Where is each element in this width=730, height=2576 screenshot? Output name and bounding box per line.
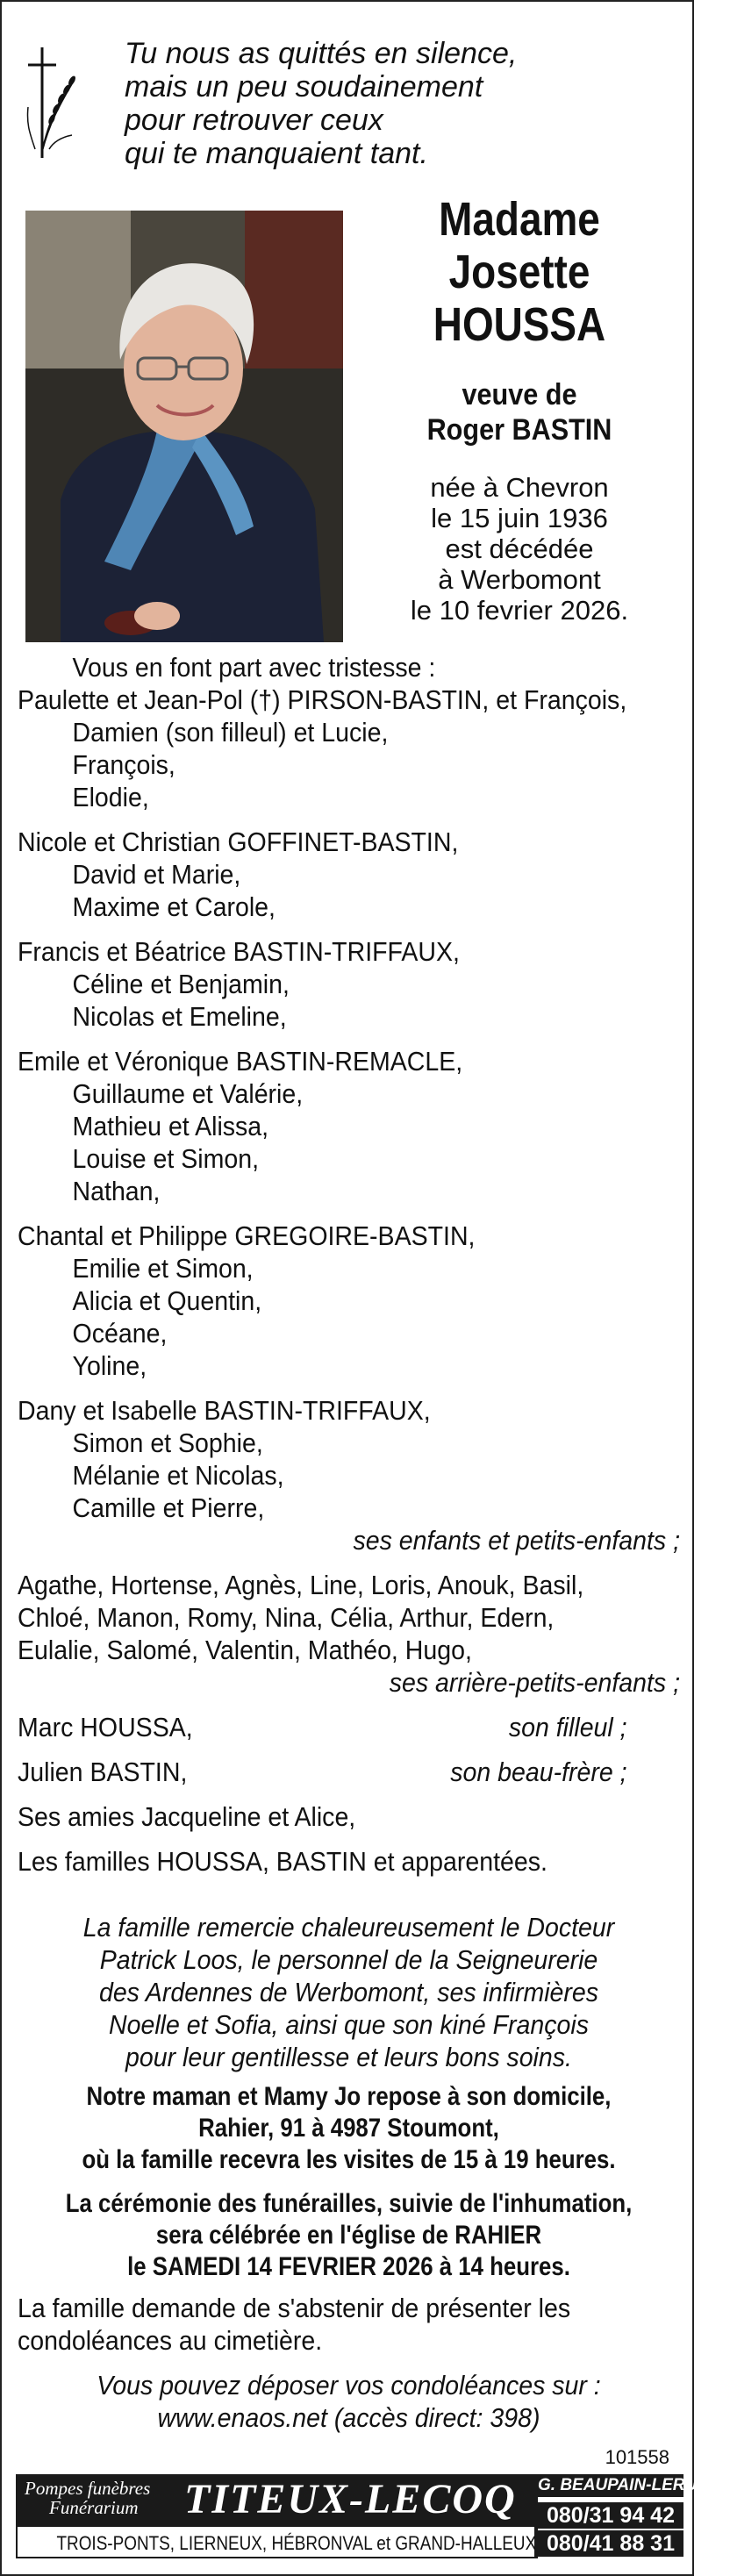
cross-with-wheat-icon [23, 46, 84, 160]
birth-line: le 15 juin 1936 [431, 503, 608, 533]
visitation-line: où la famille recevra les visites de 15 à 19 heures. [82, 2145, 616, 2174]
funeral-line: sera célébrée en l'église de RAHIER [155, 2221, 542, 2250]
family-child: Camille et Pierre, [72, 1492, 265, 1523]
family-child: Louise et Simon, [72, 1143, 260, 1174]
funerarium-label: Funérarium [49, 2497, 139, 2518]
thanks-line: La famille remercie chaleureusement le Docteur [82, 1912, 615, 1943]
online-condolences [18, 2369, 680, 2434]
family-child: Céline et Benjamin, [72, 969, 290, 999]
phone-number[interactable]: 080/41 88 31 [538, 2530, 683, 2557]
relative-role: son filleul ; [508, 1712, 627, 1742]
family-child: Océane, [72, 1318, 168, 1349]
funeral-notice [18, 2188, 680, 2283]
visitation-notice [18, 2081, 680, 2176]
family-parent: Nicole et Christian GOFFINET-BASTIN, [18, 826, 459, 857]
condolences-line: condoléances au cimetière. [18, 2325, 323, 2356]
family-child: Simon et Sophie, [72, 1428, 263, 1458]
epitaph-line: pour retrouver ceux [125, 104, 383, 137]
portrait-photo [25, 211, 343, 642]
thanks-line: des Ardennes de Werbomont, ses infirmières [98, 1977, 599, 2007]
family-child: Nicolas et Emeline, [72, 1001, 287, 1032]
family-child: Mélanie et Nicolas, [72, 1460, 284, 1491]
great-grandchildren-note: ses arrière-petits-enfants ; [389, 1667, 680, 1698]
family-parent: Paulette et Jean-Pol (†) PIRSON-BASTIN, et François, [18, 684, 627, 715]
thanks-line: Patrick Loos, le personnel de la Seigneurerie [99, 1944, 598, 1975]
relative-name: Julien BASTIN, [18, 1757, 188, 1787]
phone-number[interactable]: 080/31 94 42 [538, 2502, 683, 2529]
relative-row [18, 1711, 627, 1743]
family-parent: Dany et Isabelle BASTIN-TRIFFAUX, [18, 1395, 431, 1426]
birth-death-info [361, 472, 677, 626]
family-parent: Chantal et Philippe GREGOIRE-BASTIN, [18, 1220, 476, 1251]
title: Madame [439, 193, 600, 246]
friends-line: Ses amies Jacqueline et Alice, [18, 1801, 356, 1832]
family-announcement [18, 651, 680, 1878]
funeral-home-banner [16, 2474, 730, 2558]
contact-panel [536, 2474, 730, 2558]
family-child: Guillaume et Valérie, [72, 1078, 304, 1109]
last-name: HOUSSA [433, 298, 606, 351]
reference-number: 101558 [605, 2446, 669, 2468]
epitaph-text [125, 37, 669, 170]
family-child: Mathieu et Alissa, [72, 1111, 269, 1141]
family-child: Alicia et Quentin, [72, 1285, 262, 1316]
online-line: Vous pouvez déposer vos condoléances sur : [97, 2370, 601, 2401]
condolences-line: La famille demande de s'abstenir de présenter les [18, 2293, 571, 2323]
great-grandchildren-line: Eulalie, Salomé, Valentin, Mathéo, Hugo, [18, 1635, 472, 1665]
thanks-line: pour leur gentillesse et leurs bons soins. [125, 2042, 572, 2072]
family-child: Elodie, [72, 782, 149, 812]
children-note: ses enfants et petits-enfants ; [353, 1525, 680, 1556]
epitaph-line: qui te manquaient tant. [125, 137, 428, 170]
birth-line: née à Chevron [430, 472, 609, 503]
thanks-paragraph [18, 1911, 680, 2073]
family-child: Yoline, [72, 1350, 147, 1381]
portrait-illustration [25, 211, 343, 642]
website-link[interactable]: www.enaos.net (accès direct: 398) [157, 2402, 540, 2433]
partner-name: G. BEAUPAIN-LERUSSE [538, 2474, 683, 2497]
widow-of [361, 377, 677, 447]
thanks-line: Noelle et Sofia, ainsi que son kiné François [109, 2009, 589, 2040]
widow-line: veuve de [462, 378, 577, 411]
relative-row [18, 1756, 627, 1788]
family-child: François, [72, 749, 175, 780]
epitaph-block [19, 37, 669, 168]
funeral-home-brand: TITEUX-LECOQ [184, 2476, 517, 2522]
visitation-line: Rahier, 91 à 4987 Stoumont, [198, 2114, 499, 2143]
relative-role: son beau-frère ; [450, 1757, 627, 1787]
birth-line: est décédée [445, 533, 594, 564]
funeral-line: La cérémonie des funérailles, suivie de l'inhumation, [65, 2189, 633, 2218]
great-grandchildren-line: Chloé, Manon, Romy, Nina, Célia, Arthur, Edern, [18, 1602, 555, 1633]
first-name: Josette [448, 246, 590, 298]
locations-text: TROIS-PONTS, LIERNEUX, HÉBRONVAL et GRAND-HALLEUX [56, 2532, 537, 2554]
funeral-services-label: Pompes funèbres [25, 2478, 151, 2499]
visitation-line: Notre maman et Mamy Jo repose à son domicile, [86, 2082, 612, 2111]
great-grandchildren-line: Agathe, Hortense, Agnès, Line, Loris, Anouk, Basil, [18, 1570, 584, 1600]
family-child: Emilie et Simon, [72, 1253, 254, 1284]
family-parent: Emile et Véronique BASTIN-REMACLE, [18, 1046, 463, 1077]
funeral-line: le SAMEDI 14 FEVRIER 2026 à 14 heures. [127, 2252, 570, 2281]
birth-line: à Werbomont [438, 564, 601, 595]
condolences-request [18, 2292, 680, 2357]
locations-line [16, 2525, 536, 2558]
family-child: Damien (son filleul) et Lucie, [72, 717, 389, 748]
deceased-header [361, 193, 677, 626]
relative-name: Marc HOUSSA, [18, 1712, 193, 1742]
intro-line: Vous en font part avec tristesse : [72, 652, 436, 683]
birth-line: le 10 fevrier 2026. [410, 595, 629, 626]
epitaph-line: Tu nous as quittés en silence, [125, 37, 518, 70]
family-child: Maxime et Carole, [72, 891, 276, 922]
family-child: David et Marie, [72, 859, 241, 890]
epitaph-line: mais un peu soudainement [125, 70, 483, 104]
families-line: Les familles HOUSSA, BASTIN et apparentées. [18, 1846, 548, 1877]
spouse-name: Roger BASTIN [426, 413, 612, 447]
family-child: Nathan, [72, 1176, 161, 1206]
family-parent: Francis et Béatrice BASTIN-TRIFFAUX, [18, 936, 460, 967]
